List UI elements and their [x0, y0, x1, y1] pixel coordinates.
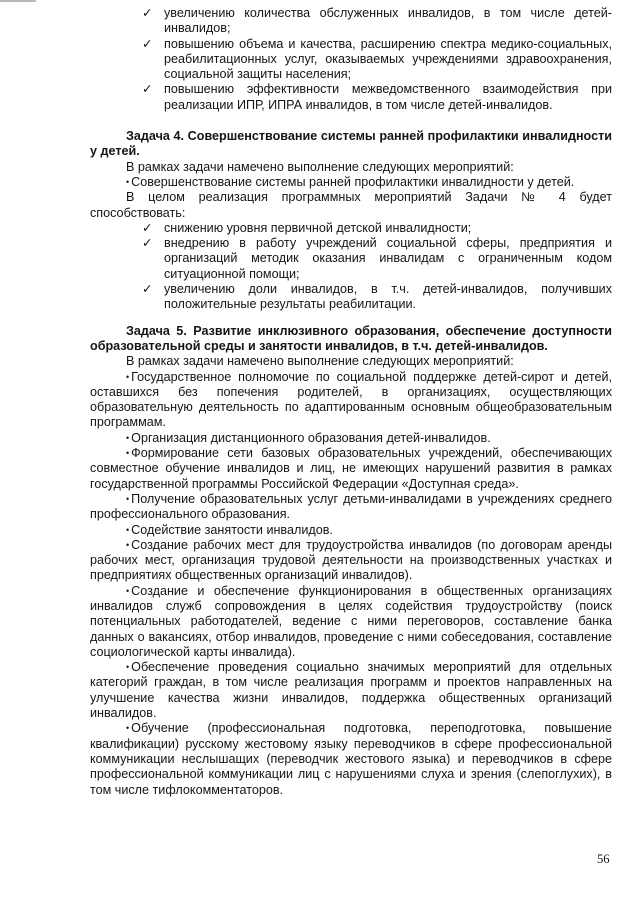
page-number: 56 [597, 852, 610, 866]
bullet-icon: • [126, 662, 130, 673]
list-item-text: снижению уровня первичной детской инвалидности; [164, 220, 472, 235]
list-item-text: повышению объема и качества, расширению спектра медико-социальных, реабилитационных услуг, оказываемых учреждениями здравоохранения, социальной защиты населения; [164, 36, 612, 82]
bullet-icon: • [126, 539, 130, 550]
bullet-icon: • [126, 176, 130, 187]
task-5-measure-text: Формирование сети базовых образовательных учреждений, обеспечивающих совместное обучение инвалидов и лиц, не имеющих нарушений развития в рамках государственной программы Российской Федерации «Доступная среда». [90, 446, 612, 491]
task-5-measure-text: Обучение (профессиональная подготовка, переподготовка, повышение квалификации) русскому жестовому языку переводчиков в сфере профессиональной коммуникации неслышащих (переводчик жестового языка) и переводчиков в сфере профессиональной коммуникации лиц с нарушениями слуха и зрения (слепоглухих), в том числе тифлокомментаторов. [90, 721, 612, 797]
scan-corner-mark [0, 0, 36, 2]
list-item [142, 221, 612, 236]
bullet-icon: • [126, 723, 130, 734]
list-item [142, 282, 612, 313]
task-4-heading: Задача 4. Совершенствование системы ранней профилактики инвалидности у детей. [90, 129, 612, 159]
task-4-result: В целом реализация программных мероприятий Задачи № 4 будет способствовать: [90, 190, 612, 220]
task-5-measure-text: Создание рабочих мест для трудоустройства инвалидов (по договорам аренды рабочих мест, организация трудовой деятельности на производственных участках и предприятиях общественных организаций инвалидов). [90, 537, 612, 583]
task-5-heading: Задача 5. Развитие инклюзивного образования, обеспечение доступности образовательной среды и занятости инвалидов, в т.ч. детей-инвалидов. [90, 323, 612, 353]
task-4-intro: В рамках задачи намечено выполнение следующих мероприятий: [126, 159, 514, 174]
list-item [142, 37, 612, 83]
task-5-measure [90, 584, 612, 660]
bullet-icon: • [126, 448, 130, 459]
checkmark-icon: ✓ [142, 236, 153, 251]
bullet-icon: • [126, 432, 130, 443]
task-5-measure-text: Организация дистанционного образования детей-инвалидов. [131, 430, 491, 445]
task-5-measure [90, 492, 612, 523]
list-item-text: увеличению доли инвалидов, в т.ч. детей-инвалидов, получивших положительные результаты реабилитации. [164, 282, 612, 312]
task-5-measure [90, 523, 612, 538]
task-5-measure [90, 538, 612, 584]
checkmark-icon: ✓ [142, 220, 153, 235]
checkmark-icon: ✓ [142, 82, 153, 97]
task-5-measure [90, 721, 612, 797]
task-5-measure-text: Содействие занятости инвалидов. [131, 522, 333, 537]
bullet-icon: • [126, 371, 130, 382]
checkmark-icon: ✓ [142, 282, 153, 297]
task-5-measure-text: Государственное полномочие по социальной поддержке детей-сирот и детей, оставшихся без попечения родителей, в организациях, осуществляющих образовательную деятельность по адаптированным основным общеобразовательным программам. [90, 369, 612, 430]
task-4-measure-text: Совершенствование системы ранней профилактики инвалидности у детей. [131, 174, 575, 189]
list-item-text: повышению эффективности межведомственного взаимодействия при реализации ИПР, ИПРА инвалидов, в том числе детей-инвалидов. [164, 82, 612, 112]
task-5-measure-text: Обеспечение проведения социально значимых мероприятий для отдельных категорий граждан, в том числе реализация программ и проектов направленных на улучшение качества жизни инвалидов, поддержка общественных организаций инвалидов. [90, 660, 612, 721]
list-item-text: увеличению количества обслуженных инвалидов, в том числе детей-инвалидов; [164, 6, 612, 36]
task-5-measure-text: Получение образовательных услуг детьми-инвалидами в учреждениях среднего профессионального образования. [90, 491, 612, 522]
task-5-measure [90, 660, 612, 721]
list-item [142, 82, 612, 113]
bullet-icon: • [126, 493, 130, 504]
document-page [90, 6, 612, 798]
bullet-icon: • [126, 585, 130, 596]
list-item [142, 6, 612, 37]
list-item-text: внедрению в работу учреждений социальной сферы, предприятия и организаций методик оказания инвалидам с ограниченным кодом ситуационной помощи; [164, 236, 612, 281]
task-4-measure [90, 175, 612, 190]
checkmark-icon: ✓ [142, 36, 153, 51]
task-5-measure [90, 431, 612, 446]
list-item [142, 236, 612, 282]
task-5-measure [90, 446, 612, 492]
task-5-intro: В рамках задачи намечено выполнение следующих мероприятий: [126, 354, 514, 369]
task-5-measure [90, 370, 612, 431]
task-5-measure-text: Создание и обеспечение функционирования в общественных организациях инвалидов служб сопровождения в целях содействия трудоустройству (поиск потенциальных работодателей, ведение с ними переговоров, составление банка данных о вакансиях, отбор инвалидов, проведение с ними собеседования, составление социологической карты инвалида). [90, 583, 612, 659]
checkmark-icon: ✓ [142, 6, 153, 20]
bullet-icon: • [126, 524, 130, 535]
